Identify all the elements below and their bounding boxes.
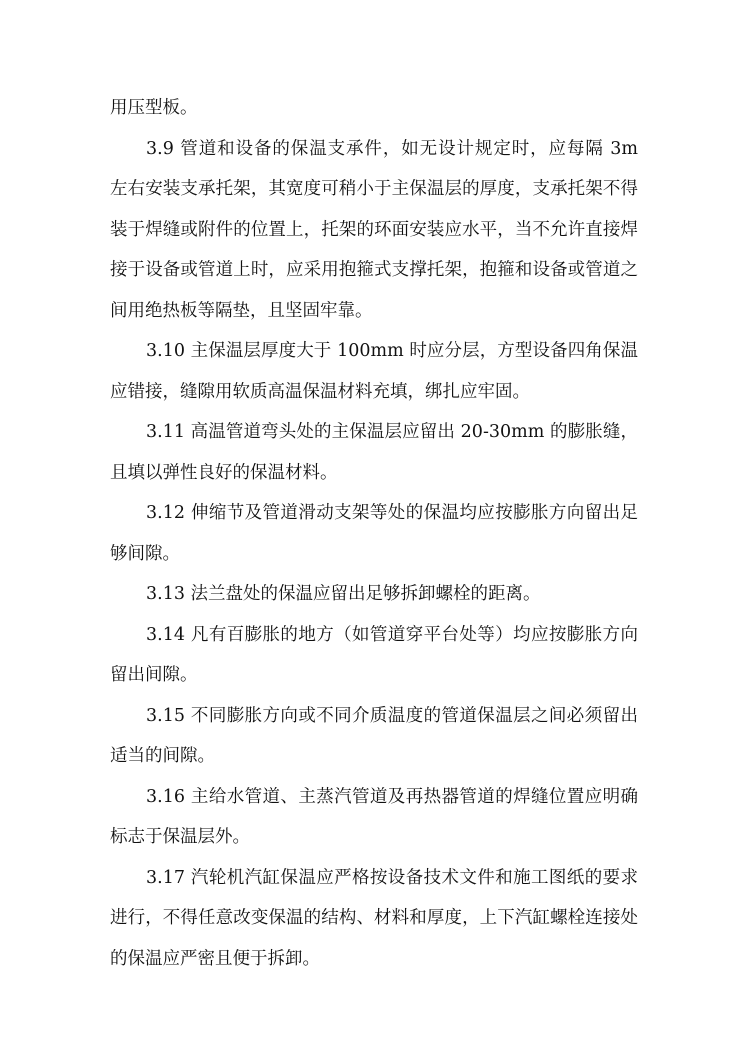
paragraph-3-14: 3.14 凡有百膨胀的地方（如管道穿平台处等）均应按膨胀方向留出间隙。 (110, 624, 638, 685)
paragraph-3-10: 3.10 主保温层厚度大于 100mm 时应分层，方型设备四角保温应错接，缝隙用软质高温保温材料充填，绑扎应牢固。 (110, 341, 638, 402)
paragraph-3-9: 3.9 管道和设备的保温支承件，如无设计规定时，应每隔 3m 左右安装支承托架，其宽度可稍小于主保温层的厚度，支承托架不得装于焊缝或附件的位置上，托架的环面安装应水平，当不允许直接焊接于设备或管道上时，应采用抱箍式支撑托架，抱箍和设备或管道之间用绝热板等隔垫，且坚固牢靠。 (110, 138, 638, 321)
paragraph-3-17: 3.17 汽轮机汽缸保温应严格按设备技术文件和施工图纸的要求进行，不得任意改变保温的结构、材料和厚度，上下汽缸螺栓连接处的保温应严密且便于拆卸。 (110, 867, 638, 969)
paragraph-3-11: 3.11 高温管道弯头处的主保温层应留出 20-30mm 的膨胀缝，且填以弹性良好的保温材料。 (110, 422, 638, 483)
paragraph-3-13: 3.13 法兰盘处的保温应留出足够拆卸螺栓的距离。 (146, 584, 541, 604)
paragraph-continuation: 用压型板。 (110, 98, 198, 118)
paragraph-3-15: 3.15 不同膨胀方向或不同介质温度的管道保温层之间必须留出适当的间隙。 (110, 705, 638, 766)
paragraph-3-12: 3.12 伸缩节及管道滑动支架等处的保温均应按膨胀方向留出足够间隙。 (110, 503, 638, 564)
document-body (110, 88, 638, 979)
paragraph-3-16: 3.16 主给水管道、主蒸汽管道及再热器管道的焊缝位置应明确标志于保温层外。 (110, 786, 638, 847)
